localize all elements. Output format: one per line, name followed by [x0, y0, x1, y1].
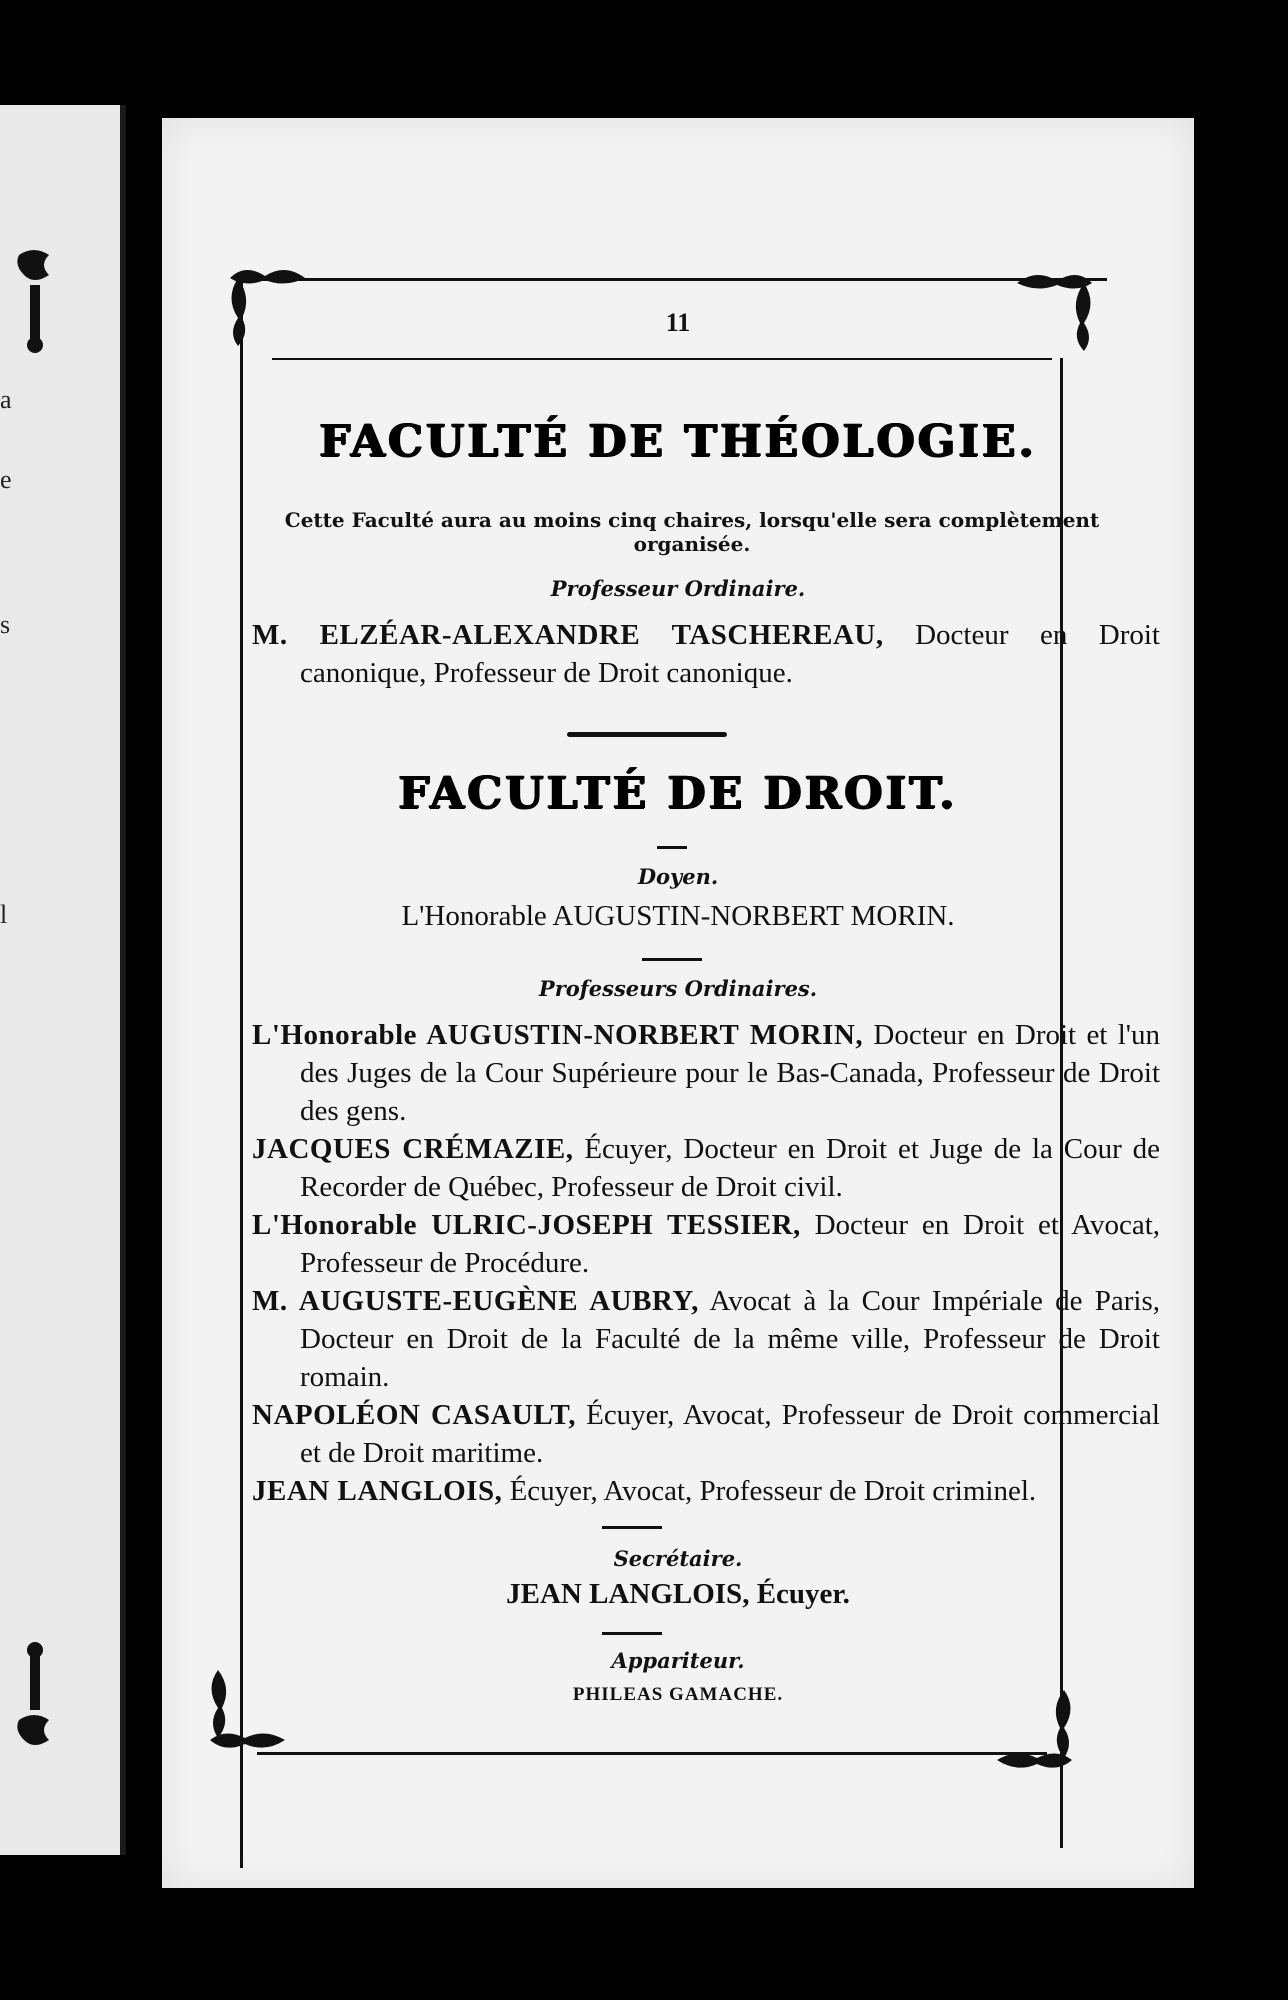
divider — [657, 846, 687, 849]
professor-entry — [252, 1130, 1160, 1206]
dean-name: L'Honorable AUGUSTIN-NORBERT MORIN. — [401, 900, 955, 932]
professor-name: M. ELZÉAR-ALEXANDRE TASCHEREAU, — [252, 619, 884, 651]
fragment-text: a — [0, 385, 12, 414]
professors-label: Professeurs Ordinaires. — [538, 976, 818, 1001]
professor-entry — [252, 1472, 1160, 1510]
corner-ornament-icon — [200, 1668, 290, 1758]
secretary-name: JEAN LANGLOIS, Écuyer. — [506, 1578, 850, 1610]
header-rule — [272, 358, 1052, 360]
professor-entry — [252, 1396, 1160, 1472]
professor-description: Docteur en Droit canonique, Professeur de Droit canonique. — [300, 619, 1160, 689]
frame-top — [257, 278, 1107, 281]
divider — [602, 1632, 662, 1635]
section-divider — [567, 732, 727, 737]
professor-entry — [252, 1206, 1160, 1282]
frame-left — [240, 278, 243, 1868]
professor-entry — [252, 1016, 1160, 1130]
professor-name: NAPOLÉON CASAULT, — [252, 1399, 576, 1431]
fragment-text: l — [0, 900, 8, 929]
professor-name: L'Honorable AUGUSTIN-NORBERT MORIN, — [252, 1019, 864, 1051]
professor-entry — [252, 1282, 1160, 1396]
divider — [602, 1526, 662, 1529]
fragment-text: s — [0, 610, 11, 639]
facing-page-fragment — [0, 105, 126, 1855]
professor-description: Écuyer, Docteur en Droit et Juge de la Cour de Recorder de Québec, Professeur de Droit civil. — [300, 1133, 1160, 1203]
book-page — [162, 118, 1194, 1888]
professor-name: JEAN LANGLOIS, — [252, 1475, 503, 1507]
ornament-icon — [14, 245, 56, 355]
professor-description: Docteur en Droit et Avocat, Professeur de Procédure. — [300, 1209, 1161, 1279]
secretary-label: Secrétaire. — [613, 1546, 743, 1571]
professor-name: M. AUGUSTE-EUGÈNE AUBRY, — [252, 1285, 699, 1317]
dean-label: Doyen. — [637, 864, 719, 889]
frame-bottom — [257, 1752, 1047, 1755]
fragment-text: e — [0, 465, 12, 494]
professor-name: JACQUES CRÉMAZIE, — [252, 1133, 574, 1165]
professor-description: Avocat à la Cour Impériale de Paris, Docteur en Droit de la Faculté de la même ville, Professeur de Droit romain. — [300, 1285, 1160, 1393]
apparitor-label: Appariteur. — [611, 1648, 745, 1673]
professor-name: L'Honorable ULRIC-JOSEPH TESSIER, — [252, 1209, 801, 1241]
theology-heading: FACULTÉ DE THÉOLOGIE. — [319, 416, 1037, 467]
theology-role-label: Professeur Ordinaire. — [550, 576, 806, 601]
divider — [642, 958, 702, 961]
professor-description: Écuyer, Avocat, Professeur de Droit commercial et de Droit maritime. — [300, 1399, 1160, 1469]
apparitor-name: PHILEAS GAMACHE. — [572, 1684, 784, 1705]
theology-intro: Cette Faculté aura au moins cinq chaires, lorsqu'elle sera complètement organisée. — [284, 508, 1100, 556]
professor-description: Écuyer, Avocat, Professeur de Droit criminel. — [502, 1475, 1037, 1507]
law-heading: FACULTÉ DE DROIT. — [398, 768, 958, 819]
ornament-icon — [14, 1640, 56, 1750]
page-number: 11 — [665, 308, 691, 337]
theology-professor-entry — [252, 616, 1160, 692]
professor-description: Docteur en Droit et l'un des Juges de la Cour Supérieure pour le Bas-Canada, Professeur de Droit des gens. — [300, 1019, 1160, 1127]
